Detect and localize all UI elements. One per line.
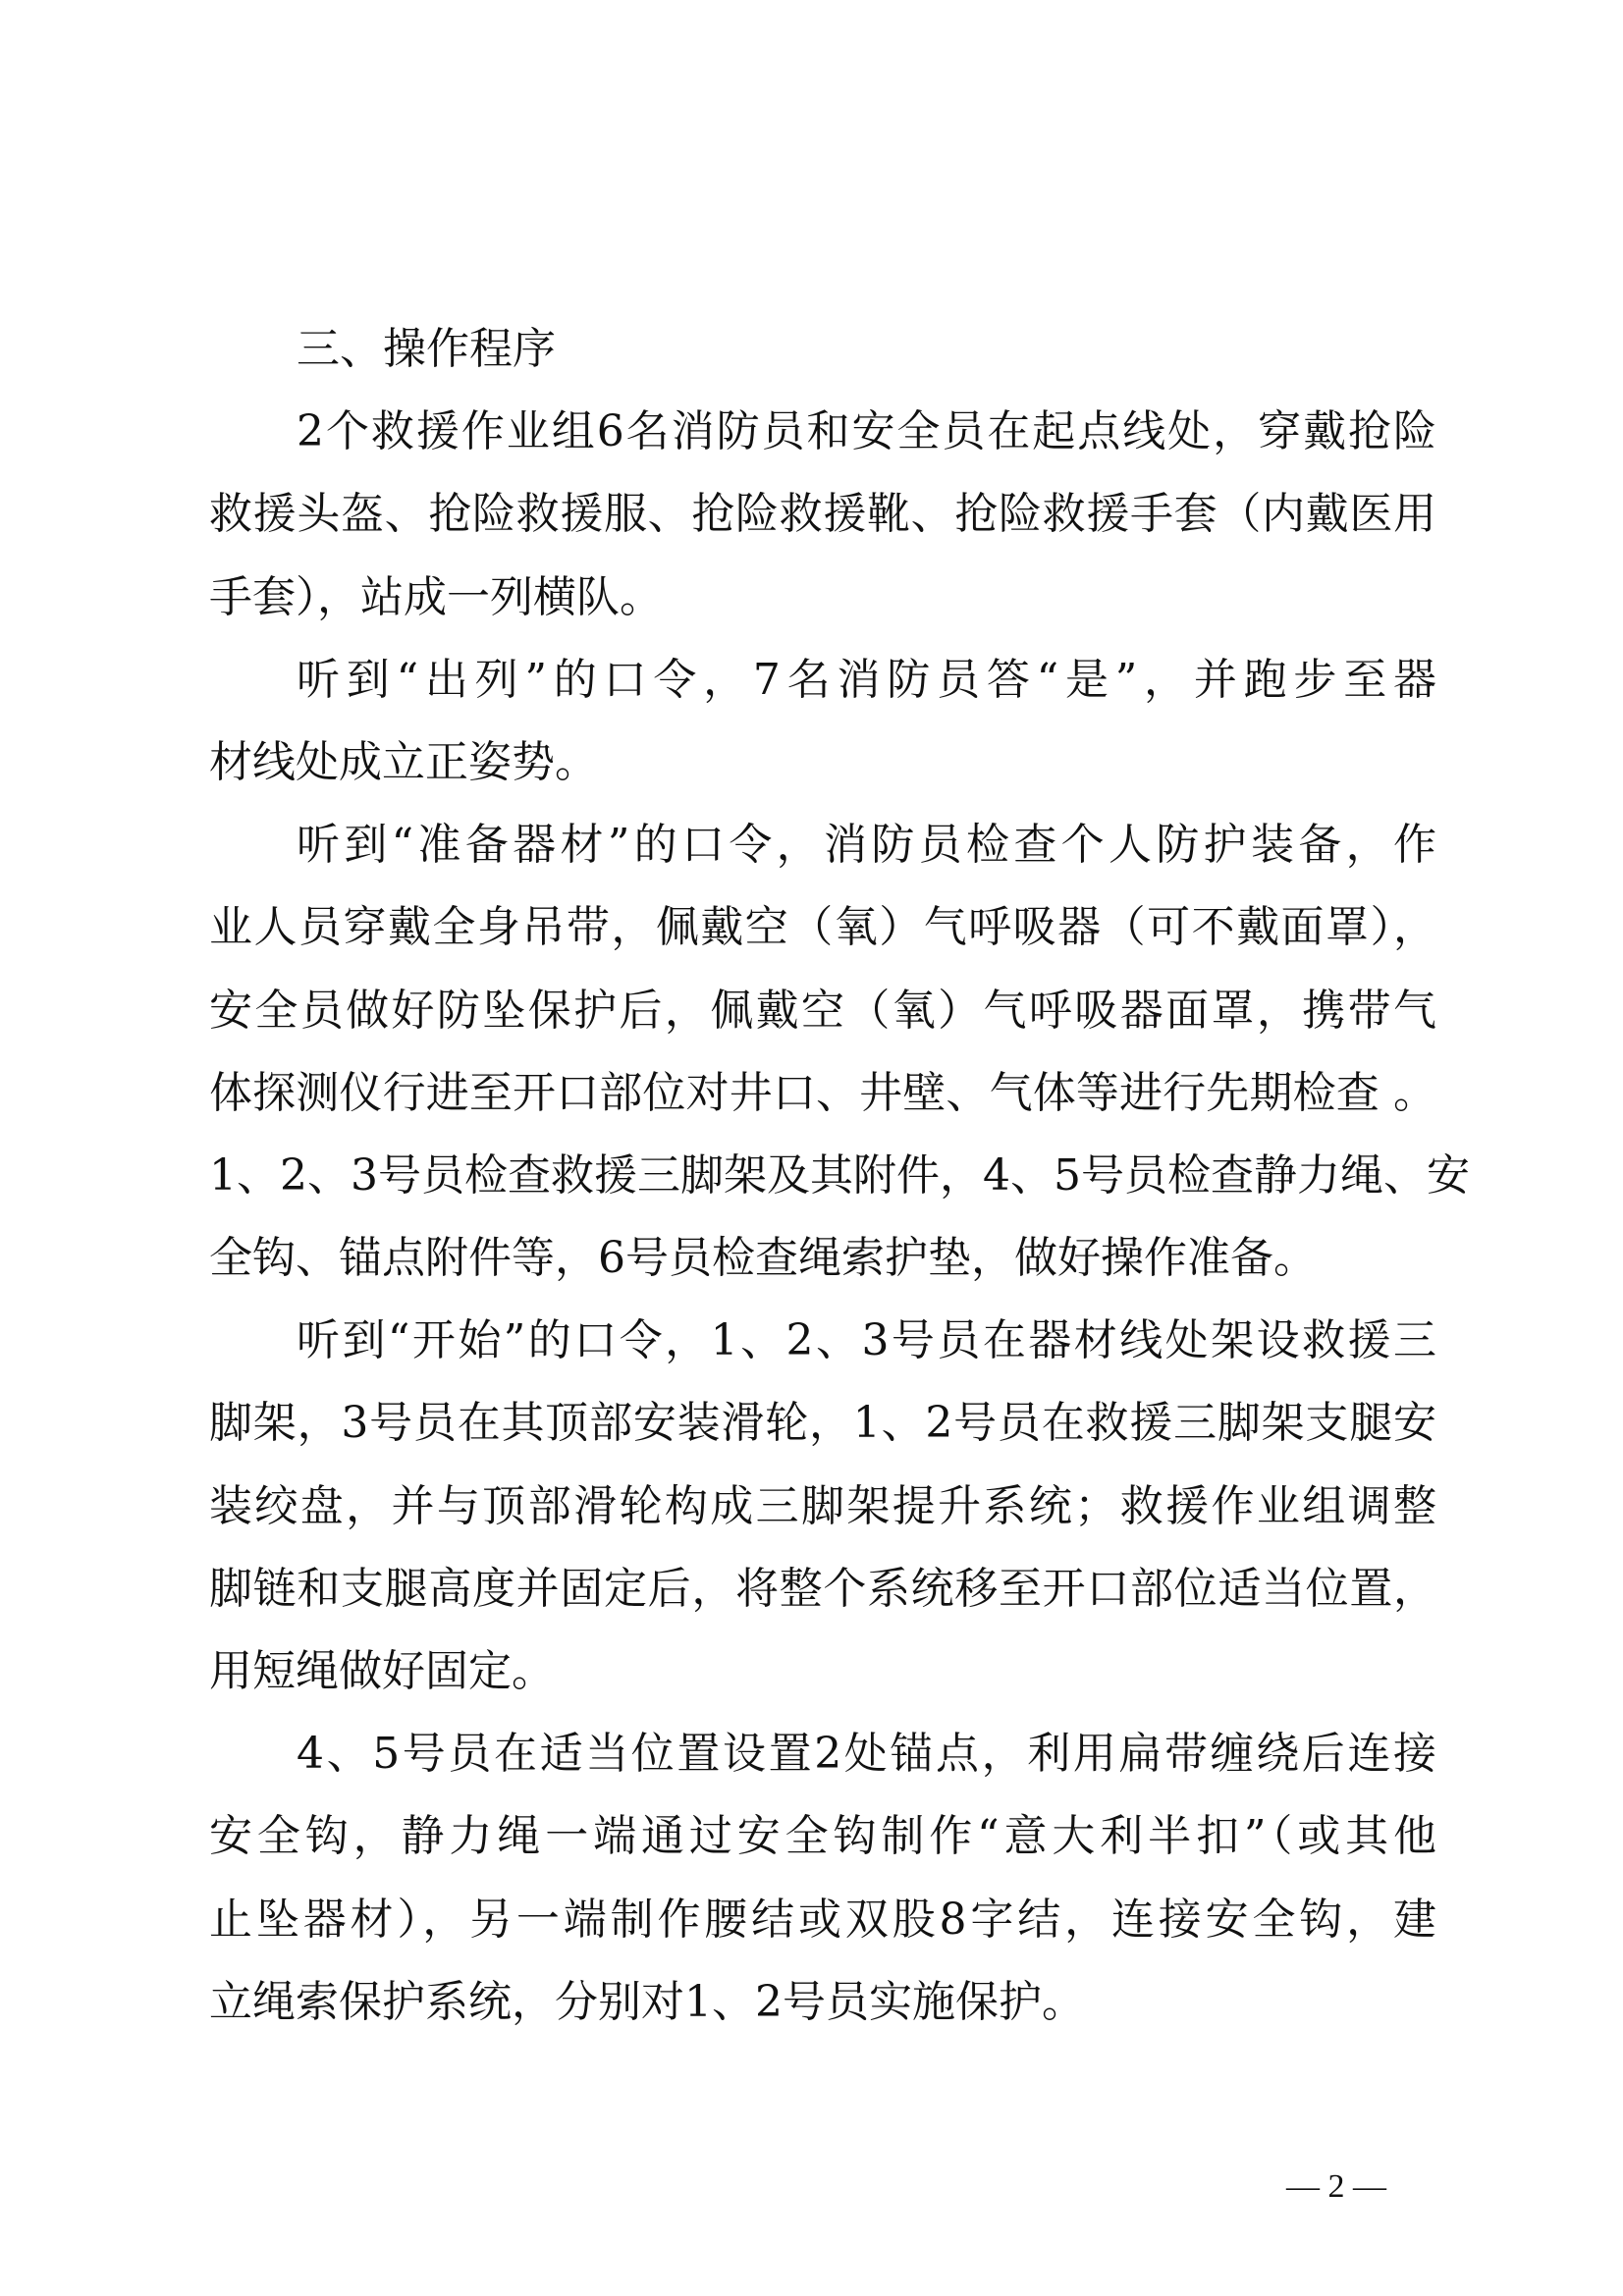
paragraph xyxy=(209,1300,1436,1713)
text-line: 全钩、锚点附件等，6号员检查绳索护垫，做好操作准备。 xyxy=(209,1233,1317,1284)
text-line: 救援头盔、抢险救援服、抢险救援靴、抢险救援手套（内戴医用 xyxy=(209,489,1436,540)
text-line: 装绞盘，并与顶部滑轮构成三脚架提升系统；救援作业组调整 xyxy=(209,1480,1436,1531)
document-body xyxy=(209,308,1470,2044)
paragraph xyxy=(209,639,1436,804)
text-line: 手套），站成一列横队。 xyxy=(209,571,663,622)
text-line: 用短绳做好固定。 xyxy=(209,1646,555,1696)
paragraph xyxy=(209,804,1470,1300)
text-line: 止坠器材），另一端制作腰结或双股8字结，连接安全钩，建 xyxy=(209,1894,1436,1945)
text-line: 安全钩，静力绳一端通过安全钩制作“意大利半扣”（或其他 xyxy=(209,1811,1436,1862)
text-line: 听到“开始”的口令，1、2、3号员在器材线处架设救援三 xyxy=(297,1315,1436,1366)
paragraph xyxy=(209,1713,1436,2044)
page-number: — 2 — xyxy=(1286,2168,1386,2205)
text-line: 三、操作程序 xyxy=(297,324,556,374)
paragraph xyxy=(209,391,1436,639)
text-line: 2个救援作业组6名消防员和安全员在起点线处，穿戴抢险 xyxy=(297,406,1436,457)
text-line: 听到“出列”的口令，7名消防员答“是”，并跑步至器 xyxy=(297,654,1436,705)
text-line: 1、2、3号员检查救援三脚架及其附件，4、5号员检查静力绳、安 xyxy=(209,1149,1470,1201)
text-line: 4、5号员在适当位置设置2处锚点，利用扁带缠绕后连接 xyxy=(297,1729,1436,1780)
text-line: 立绳索保护系统，分别对1、2号员实施保护。 xyxy=(209,1976,1085,2027)
text-line: 安全员做好防坠保护后，佩戴空（氧）气呼吸器面罩，携带气 xyxy=(209,985,1436,1036)
text-line: 业人员穿戴全身吊带，佩戴空（氧）气呼吸器（可不戴面罩）， xyxy=(209,902,1436,953)
section-heading xyxy=(209,308,1436,391)
text-line: 材线处成立正姿势。 xyxy=(209,736,598,787)
text-line: 脚链和支腿高度并固定后，将整个系统移至开口部位适当位置， xyxy=(209,1563,1436,1614)
text-line: 听到“准备器材”的口令，消防员检查个人防护装备，作 xyxy=(297,820,1436,871)
text-line: 脚架，3号员在其顶部安装滑轮，1、2号员在救援三脚架支腿安 xyxy=(209,1398,1436,1449)
text-line: 体探测仪行进至开口部位对井口、井壁、气体等进行先期检查 。 xyxy=(209,1067,1436,1118)
